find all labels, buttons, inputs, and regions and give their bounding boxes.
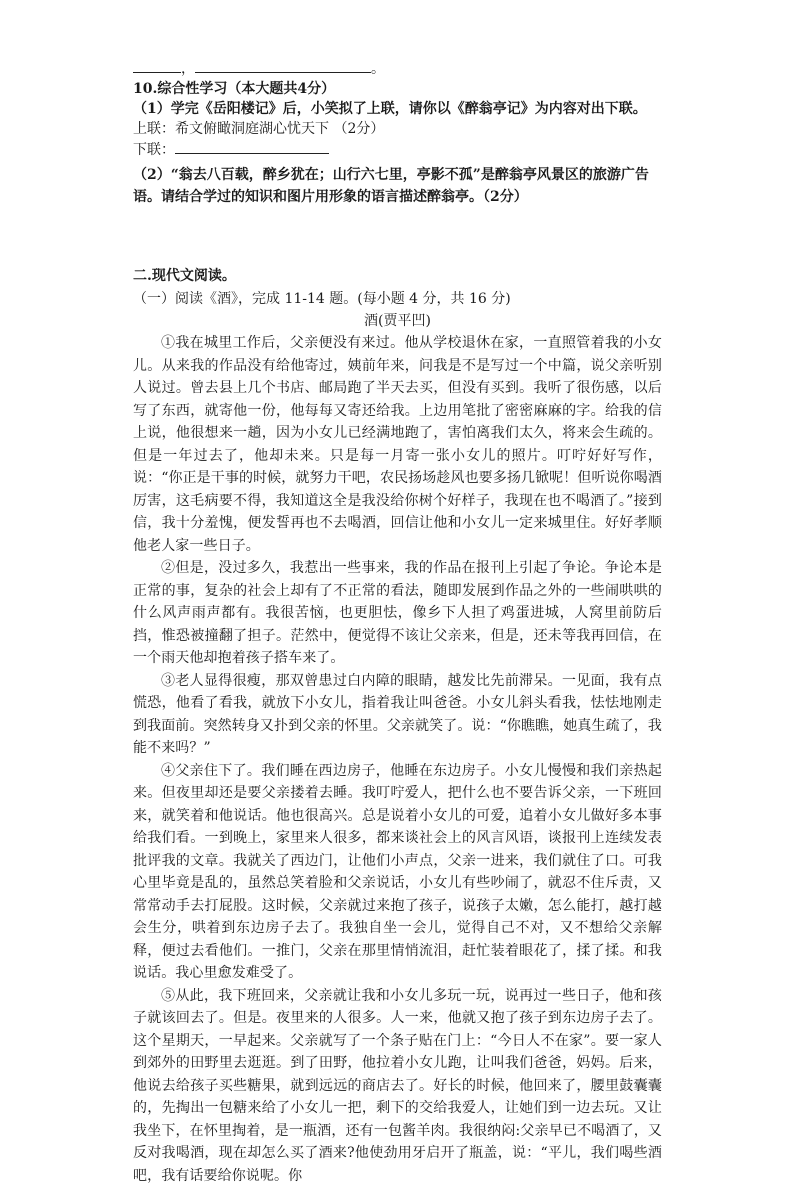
essay-paragraph: ⑤从此，我下班回来，父亲就让我和小女儿多玩一玩，说再过一些日子，他和孩子就该回去了。但是。夜里来的人很多。人一来，他就又抱了孩子到东边房子去了。这个星期天，一早起来。父亲就写了一个条子贴在门上：“今日人不在家”。要一家人到郊外的田野里去逛逛。到了田野，他拉着小女儿跑，让叫我们爸爸，妈妈。后来，他说去给孩子买些糖果，就到远远的商店去了。好长的时候，他回来了，腰里鼓囊囊的，先掏出一包糖来给了小女儿一把，剩下的交给我爱人，让她们到一边去玩。又让我坐下，在怀里掏着，是一瓶酒，还有一包酱羊肉。我很纳闷:父亲早已不喝酒了，又反对我喝酒，现在却怎么买了酒来?他使劲用牙启开了瓶盖，说：“平儿，我们喝些酒吧，我有话要给你说呢。你 [133, 985, 662, 1187]
q10-item2: （2）“翁去八百载，醉乡犹在；山行六七里，亭影不孤”是醉翁亭风景区的旅游广告语。请结合学过的知识和图片用形象的语言描述醉翁亭。（2分） [133, 164, 662, 208]
section2-subheading: （一）阅读《酒》，完成 11-14 题。(每小题 4 分，共 16 分) [133, 288, 662, 310]
q10-upper-couplet: 上联：希文俯瞰洞庭湖心忧天下 （2分） [133, 119, 662, 139]
q10-heading: 10.综合性学习（本大题共4分） [133, 79, 662, 99]
essay-paragraph: ①我在城里工作后，父亲便没有来过。他从学校退休在家，一直照管着我的小女儿。从来我的作品没有给他寄过，姨前年来，问我是不是写过一个中篇，说父亲听别人说过。曾去县上几个书店、邮局跑了半天去买，但没有买到。我听了很伤感，以后写了东西，就寄他一份，他每每又寄还给我。上边用笔批了密密麻麻的字。给我的信上说，他很想来一趟，因为小女儿已经满地跑了，害怕离我们太久，将来会生疏的。但是一年过去了，他却未来。只是每一月寄一张小女儿的照片。叮咛好好写作，说：“你正是干事的时候，就努力干吧，农民扬场趁风也要多扬几锨呢！但听说你喝酒厉害，这毛病要不得，我知道这全是我没给你树个好样子，我现在也不喝酒了。”接到信，我十分羞愧，便发誓再也不去喝酒，回信让他和小女儿一定来城里住。好好孝顺他老人家一些日子。 [133, 332, 662, 557]
q10-lower-couplet: 下联： [133, 139, 662, 160]
answer-blank[interactable] [133, 58, 181, 73]
section2-heading: 二.现代文阅读。 [133, 264, 662, 288]
lower-couplet-blank[interactable] [175, 139, 329, 154]
fill-line-top: ， 。 [133, 58, 662, 79]
essay-paragraph: ②但是，没过多久，我惹出一些事来，我的作品在报刊上引起了争论。争论本是正常的事，复杂的社会上却有了不正常的看法，随即发展到作品之外的一些闹哄哄的什么风声雨声都有。我很苦恼，也更胆怯，像乡下人担了鸡蛋进城，人窝里前防后挡，惟恐被撞翻了担子。茫然中，便觉得不该让父亲来，但是，还未等我再回信，在一个雨天他却抱着孩子搭车来了。 [133, 557, 662, 670]
answer-blank[interactable] [195, 58, 371, 73]
essay-paragraph: ④父亲住下了。我们睡在西边房子，他睡在东边房子。小女儿慢慢和我们亲热起来。但夜里却还是要父亲搂着去睡。我叮咛爱人，把什么也不要告诉父亲，一下班回来，就笑着和他说话。他也很高兴。总是说着小女儿的可爱，追着小女儿做好多本事给我们看。一到晚上，家里来人很多，都来谈社会上的风言风语，谈报刊上连续发表批评我的文章。我就关了西边门，让他们小声点，父亲一进来，我们就住了口。可我心里毕竟是乱的，虽然总笑着脸和父亲说话，小女儿有些吵闹了，就忍不住斥责，又常常动手去打屁股。这时候，父亲就过来抱了孩子，说孩子太嫩，怎么能打，越打越会生分，哄着到东边房子去了。我独自坐一会儿，觉得自己不对，又不想给父亲解释，便过去看他们。一推门，父亲在那里情悄流泪，赶忙装着眼花了，揉了揉。和我说话。我心里愈发难受了。 [133, 760, 662, 985]
essay-paragraph: ③老人显得很瘦，那双曾患过白内障的眼睛，越发比先前滞呆。一见面，我有点慌恐，他看了看我，就放下小女儿，指着我让叫爸爸。小女儿斜头看我，怯怯地刚走到我面前。突然转身又扑到父亲的怀里。父亲就笑了。说：“你瞧瞧，她真生疏了，我能不来吗？” [133, 670, 662, 760]
q10-item1: （1）学完《岳阳楼记》后，小笑拟了上联，请你以《醉翁亭记》为内容对出下联。 [133, 99, 662, 119]
essay-title: 酒(贾平凹) [133, 310, 662, 332]
